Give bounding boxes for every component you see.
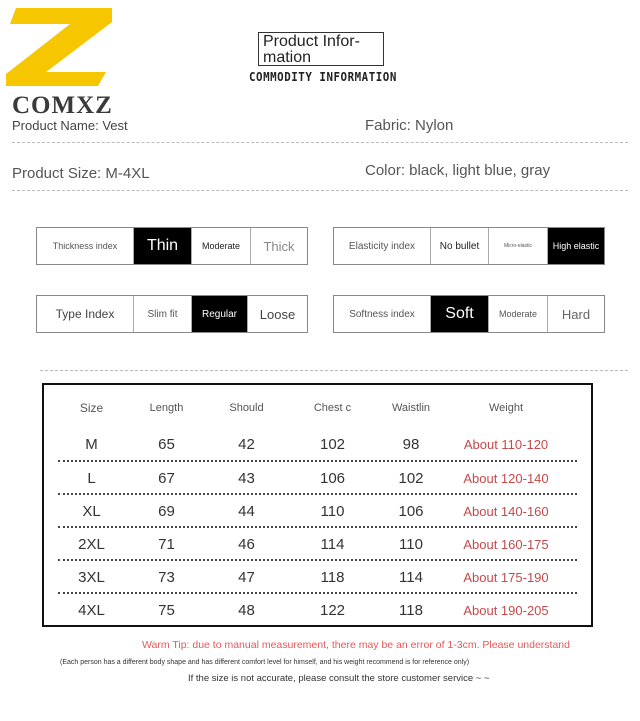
section-title: Product Infor- mation [258,32,384,66]
cell-weight: About 160-175 [463,536,549,552]
row-divider [58,460,577,462]
cell-size: M [85,435,98,453]
cell-shoulder: 47 [238,568,255,586]
cell-size: L [87,469,96,487]
type-index-label: Type Index [55,307,115,321]
cell-chest: 118 [320,568,345,586]
cell-waist: 118 [399,601,423,619]
cell-weight: About 190-205 [463,602,549,618]
brand-name: COMXZ [12,92,113,119]
elasticity-index-label: Elasticity index [348,240,416,252]
row-divider [58,526,577,528]
elasticity-option-high-elastic: High elastic [547,228,604,264]
cell-size: XL [82,502,101,520]
type-option-regular: Regular [191,296,247,332]
product-size: Product Size: M-4XL [12,165,150,182]
divider [40,370,628,371]
cell-weight: About 175-190 [463,569,549,585]
cell-shoulder: 48 [238,601,255,619]
section-subtitle: COMMODITY INFORMATION [249,70,397,84]
softness-index-label: Softness index [349,308,415,320]
cell-waist: 114 [399,568,423,586]
fabric: Fabric: Nylon [365,117,454,134]
softness-option-soft: Soft [430,296,488,332]
cell-length: 67 [158,469,175,487]
row-divider [58,592,577,594]
table-row [44,496,591,526]
size-table [42,383,593,627]
cell-weight: About 120-140 [463,470,549,486]
cell-shoulder: 42 [238,435,255,453]
cell-shoulder: 44 [238,502,255,520]
type-option-slim-fit: Slim fit [133,296,191,332]
cell-waist: 106 [398,502,424,520]
table-row [44,562,591,592]
cell-length: 71 [158,535,175,553]
thickness-option-moderate: Moderate [191,228,250,264]
product-name: Product Name: Vest [12,118,128,133]
cell-chest: 102 [319,435,346,453]
softness-option-moderate: Moderate [488,296,547,332]
cell-length: 65 [158,435,175,453]
table-row [44,463,591,493]
row-divider [58,559,577,561]
table-row [44,529,591,559]
cell-chest: 106 [319,469,346,487]
header-waist: Waistlin [391,402,431,414]
cell-size: 2XL [78,535,105,553]
thickness-index-label: Thickness index [52,241,118,251]
cell-waist: 102 [398,469,424,487]
softness-index-bar [333,295,605,333]
cell-waist: 98 [402,435,420,453]
cell-length: 73 [158,568,175,586]
cell-size: 3XL [78,568,105,586]
type-option-loose: Loose [247,296,307,332]
cell-chest: 110 [320,502,345,520]
cell-chest: 114 [320,535,345,553]
thickness-option-thick: Thick [250,228,307,264]
cell-chest: 122 [319,601,346,619]
cell-weight: About 140-160 [463,503,549,519]
header-shoulder: Should [229,402,264,414]
divider [12,190,628,191]
table-row [44,429,591,459]
cell-shoulder: 46 [238,535,255,553]
cell-length: 69 [158,502,175,520]
cell-size: 4XL [78,601,105,619]
header-length: Length [149,402,184,414]
header-weight: Weight [488,402,524,414]
thickness-index-bar [36,227,308,265]
elasticity-option-no-bullet: No bullet [430,228,488,264]
cell-shoulder: 43 [238,469,255,487]
color-info: Color: black, light blue, gray [365,162,551,179]
elasticity-index-bar [333,227,605,265]
thickness-option-thin: Thin [133,228,191,264]
cell-weight: About 110-120 [463,436,549,452]
brand-logo-icon [6,8,112,86]
cell-waist: 110 [399,535,423,553]
warm-tip: Warm Tip: due to manual measurement, there may be an error of 1-3cm. Please understand [142,639,570,651]
header-chest: Chest c [313,402,352,414]
elasticity-option-micro-elastic: Micro-elastic [488,228,547,264]
row-divider [58,493,577,495]
softness-option-hard: Hard [547,296,604,332]
disclaimer: (Each person has a different body shape and has different comfort level for himself, and his weight recommend is for reference only) [60,659,470,666]
header-size: Size [79,401,104,415]
cell-length: 75 [158,601,175,619]
table-header-row [44,393,591,423]
consult-note: If the size is not accurate, please consult the store customer service ~ ~ [188,673,490,684]
table-row [44,595,591,625]
divider [12,142,628,143]
type-index-bar [36,295,308,333]
